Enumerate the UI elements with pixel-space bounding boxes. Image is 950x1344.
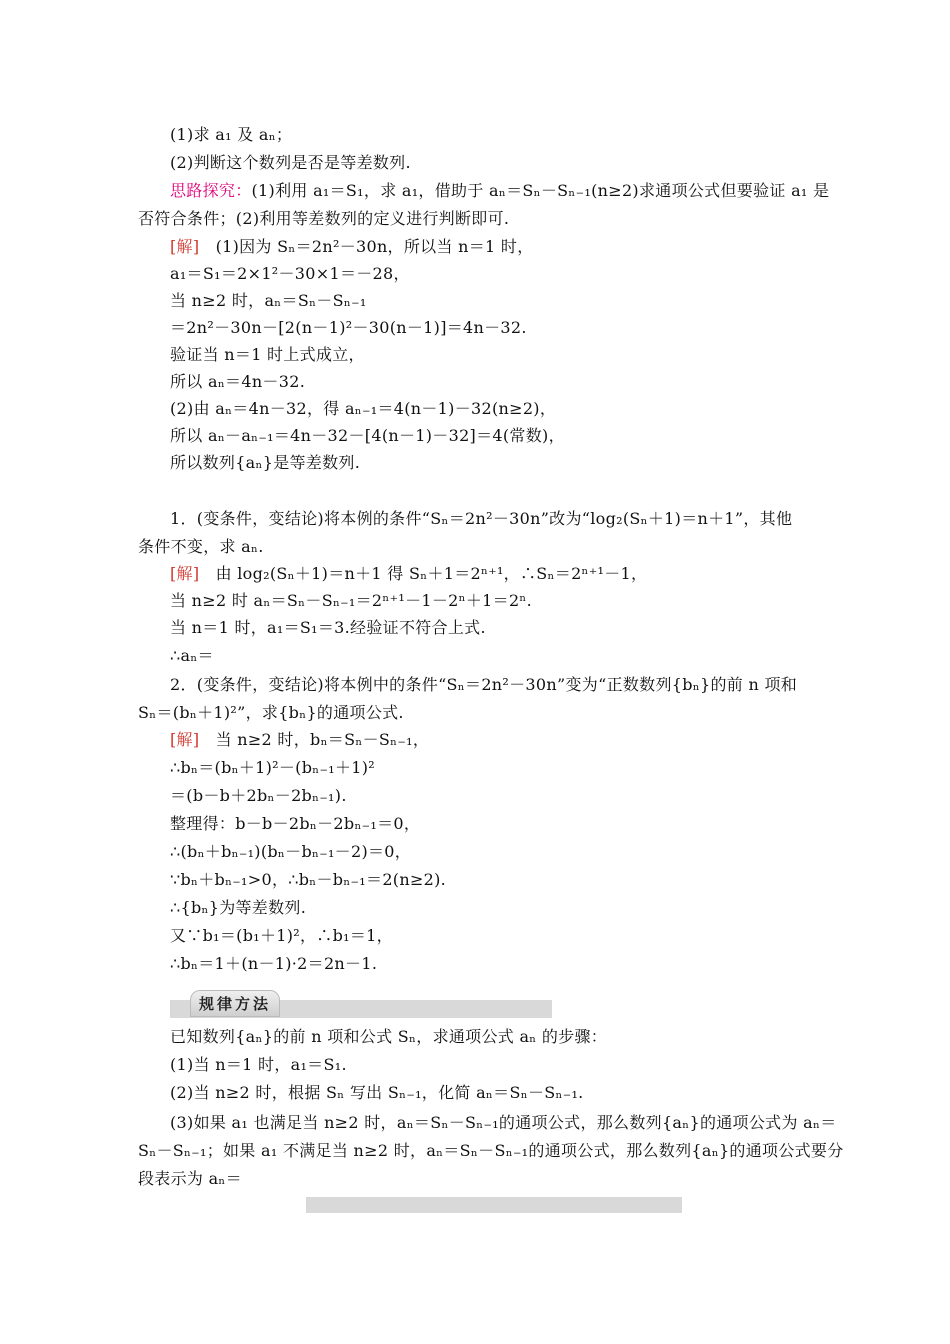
variant2-tag: [解] — [170, 730, 200, 749]
variant1-line-2: 条件不变，求 aₙ. — [138, 537, 264, 556]
method-line: (1)当 n＝1 时，a₁＝S₁. — [170, 1055, 347, 1074]
hint-label: 思路探究： — [170, 181, 252, 200]
variant1-solution: 当 n≥2 时 aₙ＝Sₙ－Sₙ₋₁＝2ⁿ⁺¹－1－2ⁿ＋1＝2ⁿ. — [170, 591, 533, 610]
solution-line: (2)由 aₙ＝4n－32，得 aₙ₋₁＝4(n－1)－32(n≥2)， — [170, 399, 557, 418]
method-line: Sₙ－Sₙ₋₁；如果 a₁ 不满足当 n≥2 时，aₙ＝Sₙ－Sₙ₋₁的通项公式，那么数列{aₙ}的通项公式要分 — [138, 1141, 844, 1160]
hint-line-1 — [170, 180, 850, 202]
variant1-tag: [解] — [170, 564, 200, 583]
solution-line: 所以数列{aₙ}是等差数列. — [170, 453, 361, 472]
hint-text-1: (1)利用 a₁＝S₁，求 a₁，借助于 aₙ＝Sₙ－Sₙ₋₁(n≥2)求通项公式但要验证 a₁ 是 — [251, 181, 830, 200]
variant2-solution: ∴bₙ＝1＋(n－1)·2＝2n－1. — [170, 954, 378, 973]
variant2-solution: ∴{bₙ}为等差数列. — [170, 898, 307, 917]
variant1-solution-1: [解] 由 log₂(Sₙ＋1)＝n＋1 得 Sₙ＋1＝2ⁿ⁺¹，∴Sₙ＝2ⁿ⁺¹－1， — [170, 564, 648, 583]
solution-line: 当 n≥2 时，aₙ＝Sₙ－Sₙ₋₁ — [170, 291, 367, 310]
hint-line-2: 否符合条件；(2)利用等差数列的定义进行判断即可. — [138, 209, 510, 228]
variant2-solution: ∵bₙ＋bₙ₋₁>0，∴bₙ－bₙ₋₁＝2(n≥2). — [170, 870, 447, 889]
variant2-solution: ∴bₙ＝(bₙ＋1)²－(bₙ₋₁＋1)² — [170, 758, 375, 777]
solution-line: a₁＝S₁＝2×1²－30×1＝－28， — [170, 264, 410, 283]
method-title: 规律方法 — [190, 990, 280, 1017]
solution-tag: [解] — [170, 237, 200, 256]
variant2-line-2: Sₙ＝(bₙ＋1)²”，求{bₙ}的通项公式. — [138, 703, 404, 722]
solution-line-1: [解] (1)因为 Sₙ＝2n²－30n，所以当 n＝1 时， — [170, 237, 534, 256]
variant2-line-1: 2．(变条件，变结论)将本例中的条件“Sₙ＝2n²－30n”变为“正数数列{bₙ}的前 n 项和 — [170, 675, 798, 694]
variant2-solution: 整理得：b－b－2bₙ－2bₙ₋₁＝0， — [170, 814, 421, 833]
solution-line: ＝2n²－30n－[2(n－1)²－30(n－1)]＝4n－32. — [170, 318, 527, 337]
question-1: (1)求 a₁ 及 aₙ； — [170, 125, 293, 144]
method-line: (3)如果 a₁ 也满足当 n≥2 时，aₙ＝Sₙ－Sₙ₋₁的通项公式，那么数列{aₙ}的通项公式为 aₙ＝ — [170, 1113, 837, 1132]
solution-line: 所以 aₙ＝4n－32. — [170, 372, 306, 391]
variant2-solution: ∴(bₙ＋bₙ₋₁)(bₙ－bₙ₋₁－2)＝0， — [170, 842, 412, 861]
variant2-solution: 又∵b₁＝(b₁＋1)²，∴b₁＝1， — [170, 926, 393, 945]
method-line: 已知数列{aₙ}的前 n 项和公式 Sₙ，求通项公式 aₙ 的步骤： — [170, 1027, 608, 1046]
method-line: (2)当 n≥2 时，根据 Sₙ 写出 Sₙ₋₁，化简 aₙ＝Sₙ－Sₙ₋₁. — [170, 1083, 584, 1102]
variant1-solution: ∴aₙ＝ — [170, 646, 214, 665]
bottom-divider — [306, 1197, 682, 1213]
variant2-solution: ＝(b－b＋2bₙ－2bₙ₋₁). — [170, 786, 347, 805]
method-line: 段表示为 aₙ＝ — [138, 1169, 242, 1188]
variant1-line-1: 1．(变条件，变结论)将本例的条件“Sₙ＝2n²－30n”改为“log₂(Sₙ＋1)＝n＋1”，其他 — [170, 509, 793, 528]
solution-line: 所以 aₙ－aₙ₋₁＝4n－32－[4(n－1)－32]＝4(常数)， — [170, 426, 565, 445]
solution-line: 验证当 n＝1 时上式成立， — [170, 345, 365, 364]
variant2-solution-1: [解] 当 n≥2 时，bₙ＝Sₙ－Sₙ₋₁， — [170, 730, 430, 749]
variant1-solution: 当 n＝1 时，a₁＝S₁＝3.经验证不符合上式. — [170, 618, 486, 637]
question-2: (2)判断这个数列是否是等差数列. — [170, 153, 411, 172]
